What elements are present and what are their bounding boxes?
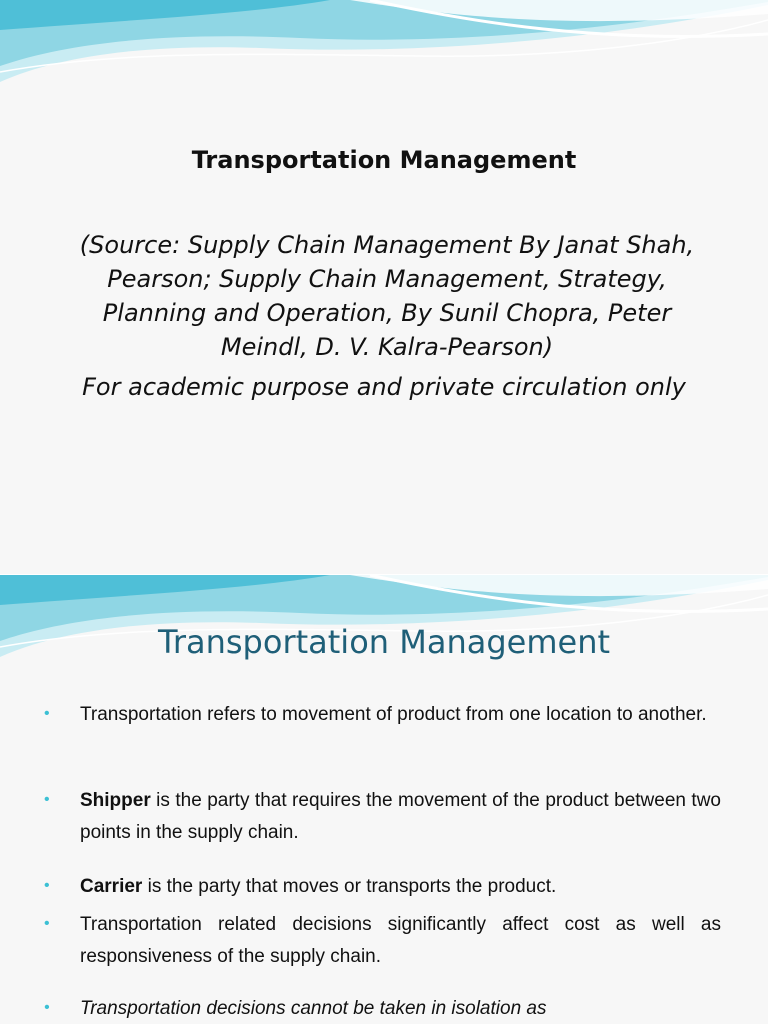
bullet-icon: • — [44, 705, 50, 722]
slide-title: Transportation Management — [191, 146, 577, 174]
bullet-text: Transportation related decisions significantly affect cost as well as responsiveness of the supply chain. — [80, 914, 721, 967]
header-wave-decoration — [0, 0, 768, 100]
bullet-icon: • — [44, 999, 50, 1016]
content-slide — [0, 575, 768, 1024]
bullet-icon: • — [44, 877, 50, 894]
bullet-text: Transportation decisions cannot be taken in isolation as — [80, 998, 547, 1019]
source-citation: (Source: Supply Chain Management By Janat Shah, Pearson; Supply Chain Management, Strategy, Planning and Operation, By Sunil Chopra, Peter Meindl, D. V. Kalra-Pearson) — [79, 231, 695, 361]
bullet-icon: • — [44, 791, 50, 808]
bullet-item — [44, 785, 721, 849]
bullet-item — [44, 871, 721, 903]
slide-title: Transportation Management — [157, 623, 611, 661]
bullet-icon: • — [44, 915, 50, 932]
bullet-text: is the party that requires the movement of the product between two points in the supply chain. — [80, 790, 721, 843]
bullet-text: is the party that moves or transports the product. — [142, 876, 557, 897]
bullet-item — [44, 699, 721, 731]
bullet-lead: Shipper — [80, 790, 151, 811]
bullet-text: Transportation refers to movement of product from one location to another. — [80, 704, 707, 725]
bullet-lead: Carrier — [80, 876, 143, 897]
bullet-item — [44, 909, 721, 973]
circulation-note: For academic purpose and private circulation only — [82, 373, 686, 401]
bullet-item — [44, 993, 721, 1024]
